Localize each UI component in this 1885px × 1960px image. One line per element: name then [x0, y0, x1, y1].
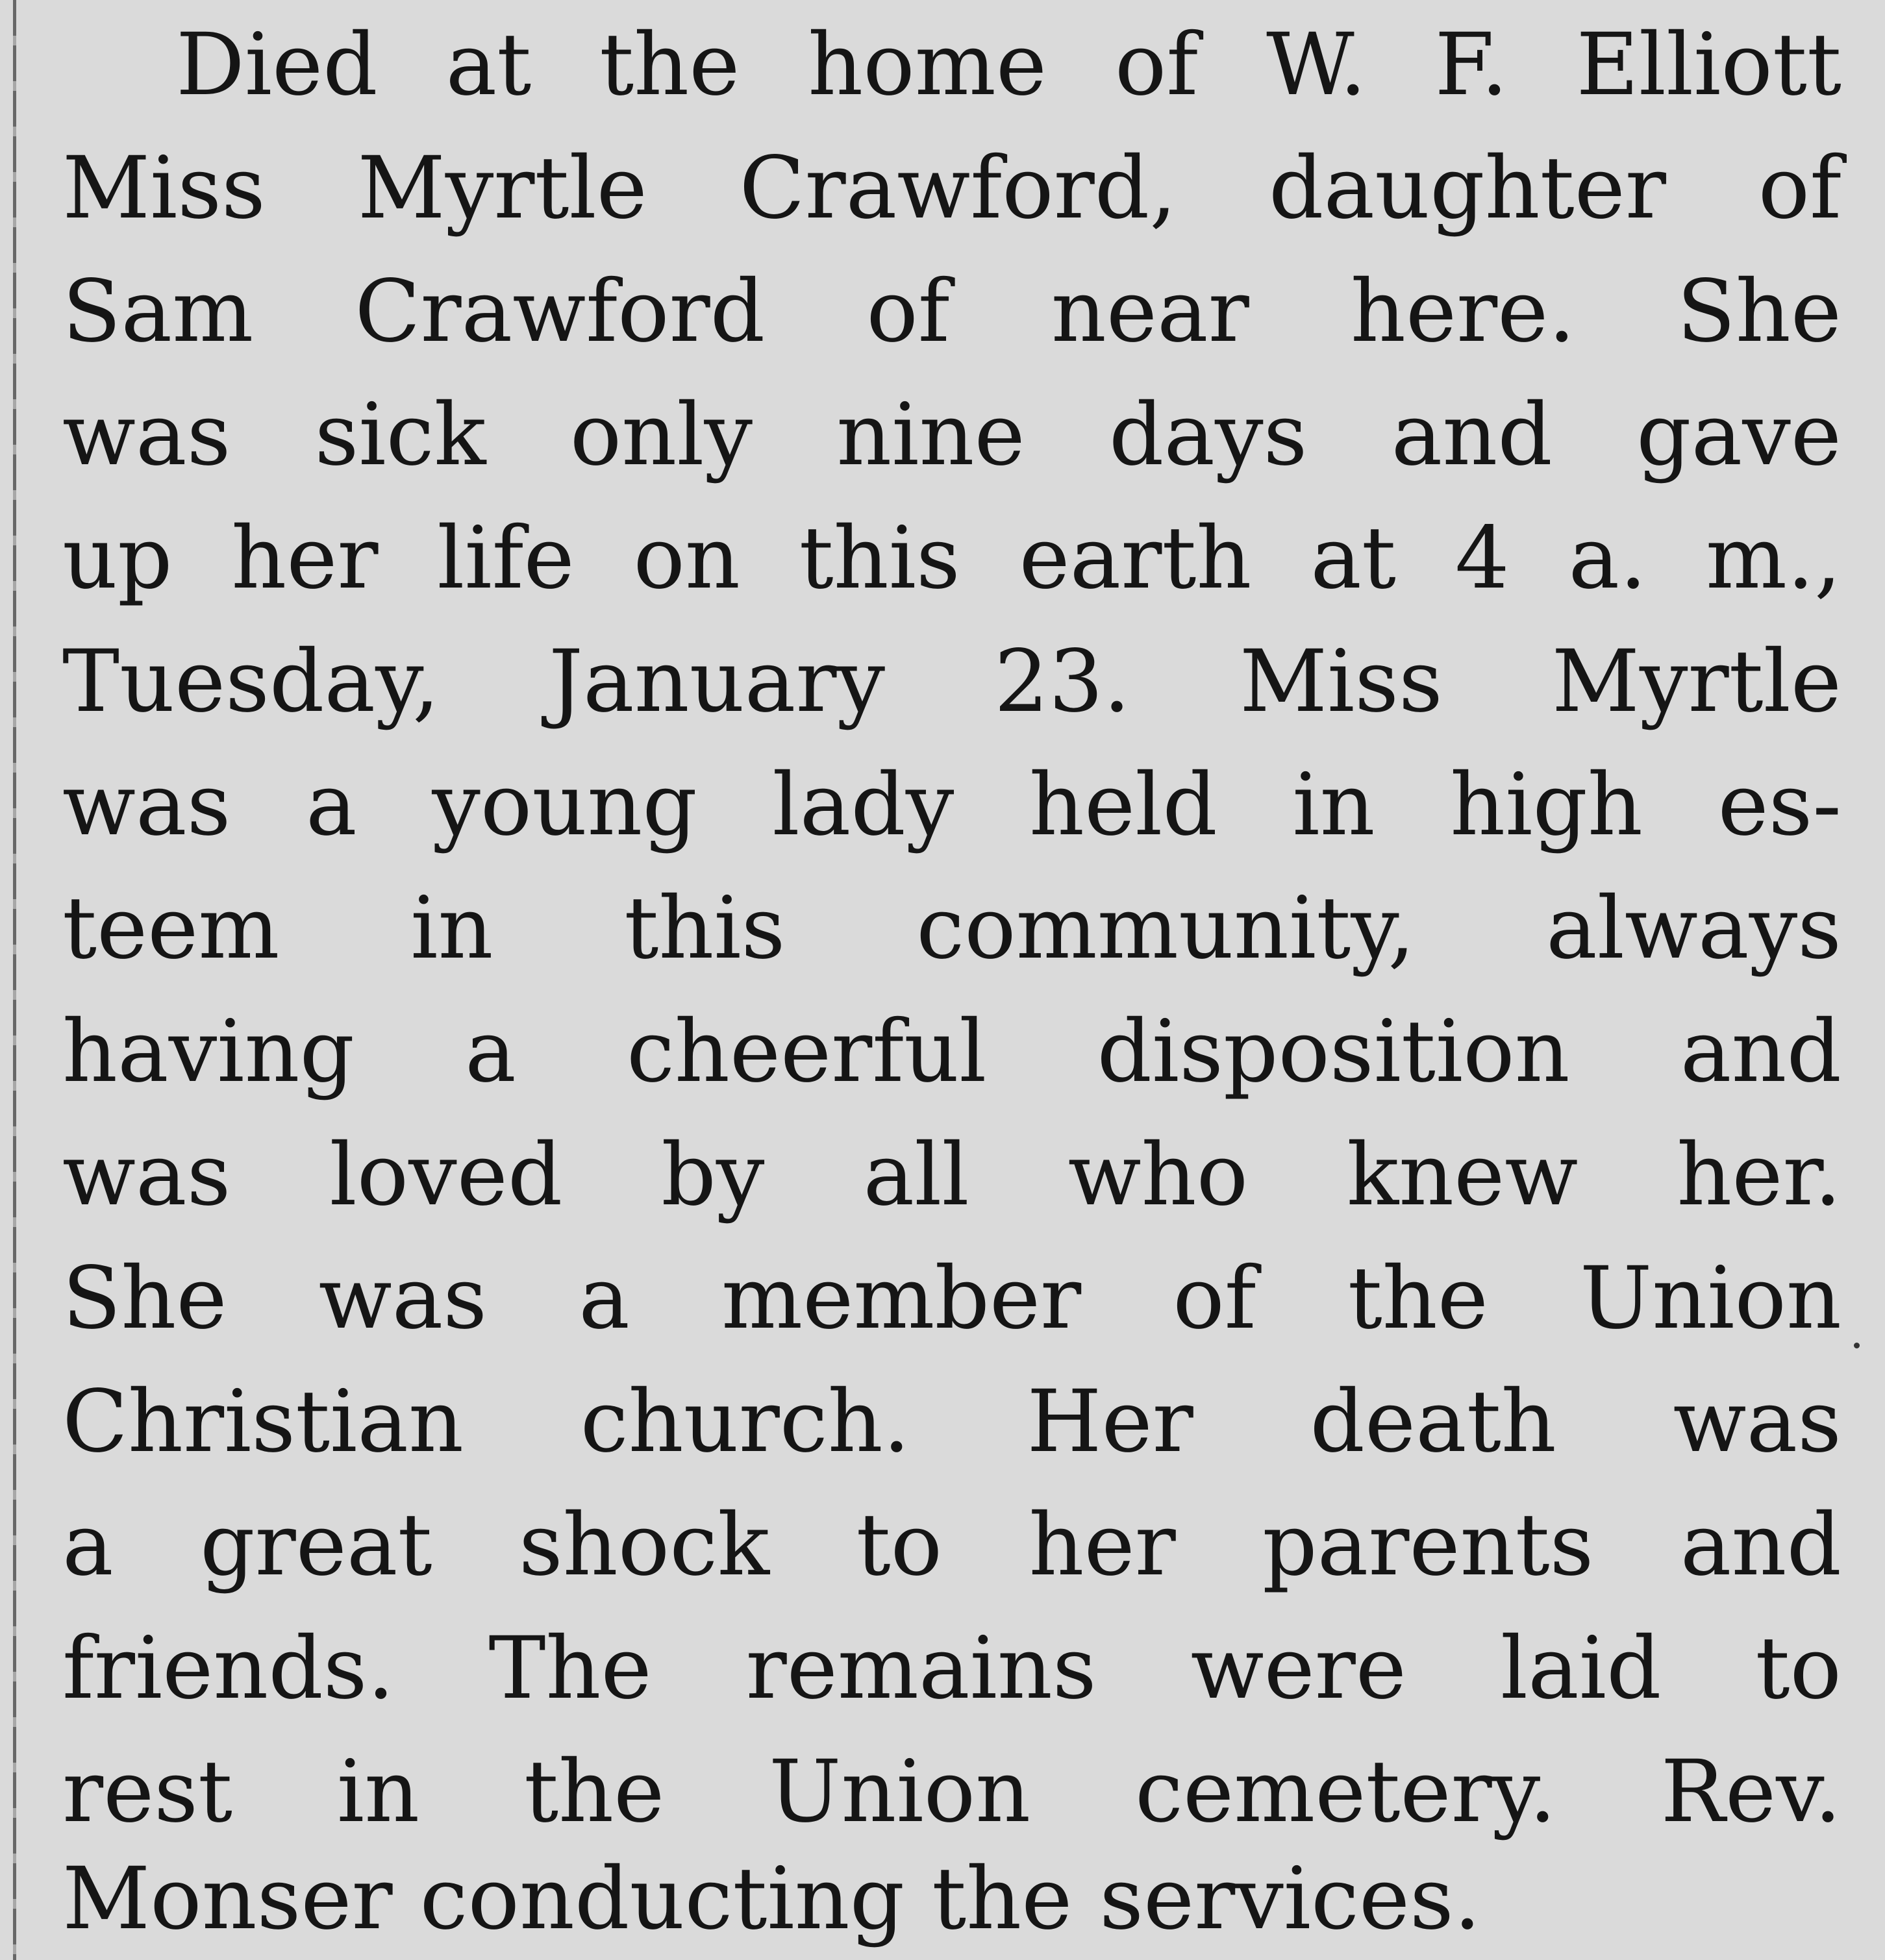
text-line: having a cheerful disposition and — [62, 1002, 1841, 1102]
text-line: was a young lady held in high es- — [62, 755, 1841, 855]
print-speck — [1854, 1343, 1860, 1348]
text-line: up her life on this earth at 4 a. m., — [62, 508, 1841, 608]
text-line: was sick only nine days and gave — [62, 385, 1841, 485]
text-line: rest in the Union cemetery. Rev. — [62, 1742, 1841, 1842]
text-line: a great shock to her parents and — [62, 1495, 1841, 1595]
text-line: was loved by all who knew her. — [62, 1125, 1841, 1225]
text-line: Tuesday, January 23. Miss Myrtle — [62, 632, 1841, 732]
text-line: Sam Crawford of near here. She — [62, 262, 1841, 362]
text-line: Monser conducting the services. — [62, 1849, 1481, 1949]
text-line: She was a member of the Union — [62, 1248, 1841, 1348]
column-rule — [13, 0, 16, 1960]
text-line: Christian church. Her death was — [62, 1372, 1841, 1472]
text-line: teem in this community, always — [62, 878, 1841, 978]
text-line: friends. The remains were laid to — [62, 1619, 1841, 1718]
text-line: Miss Myrtle Crawford, daughter of — [62, 138, 1841, 238]
text-line: Died at the home of W. F. Elliott — [176, 15, 1841, 115]
obituary-column — [62, 0, 1841, 1960]
